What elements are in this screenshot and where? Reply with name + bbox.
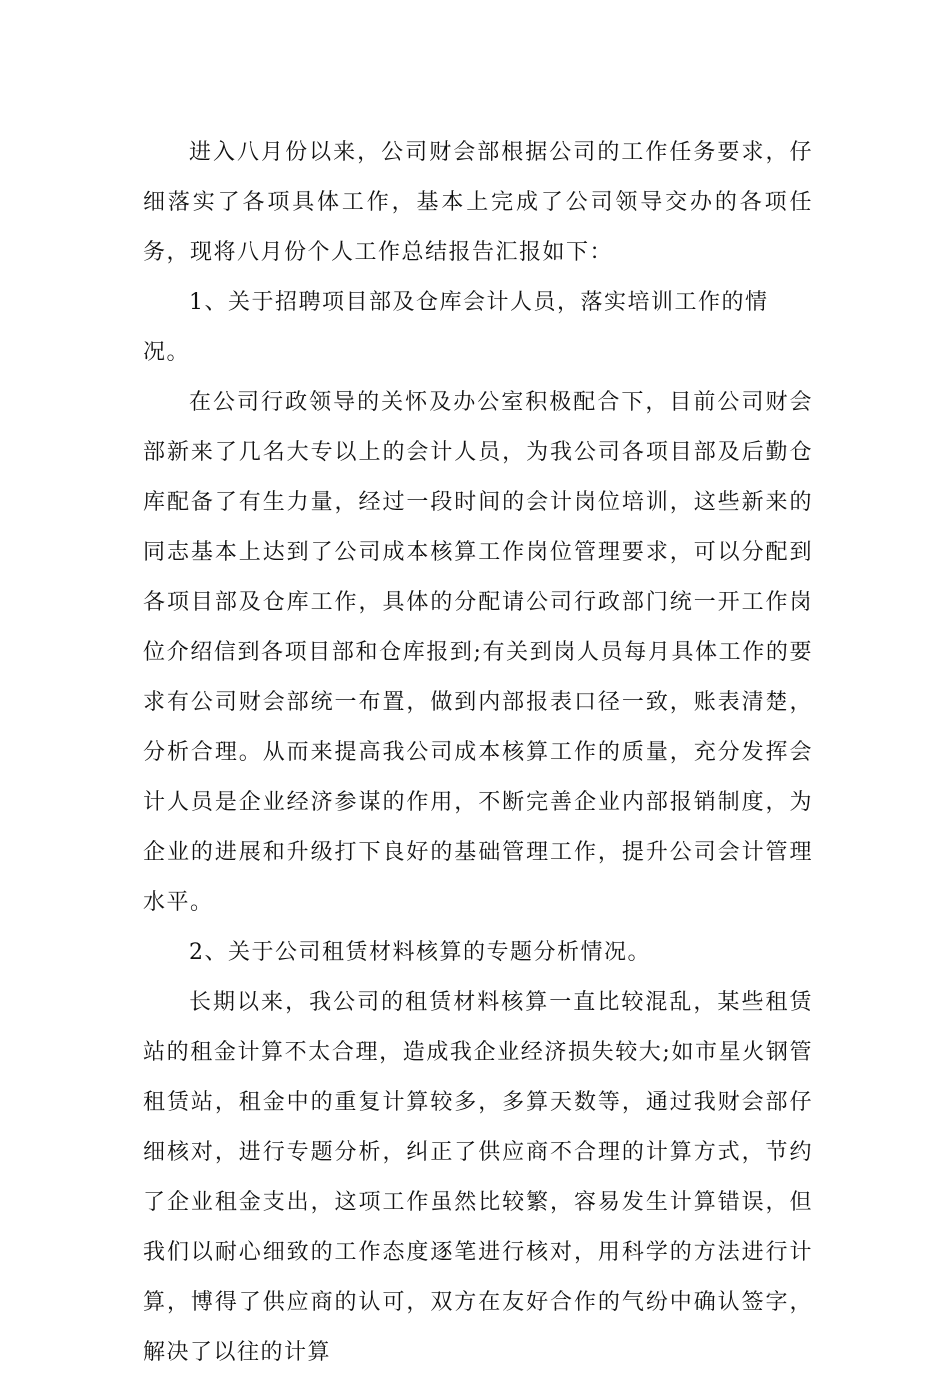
section-heading-leasing: 2、关于公司租赁材料核算的专题分析情况。: [189, 940, 651, 965]
section-heading-recruitment: 1、关于招聘项目部及仓库会计人员，落实培训工作的情况。: [143, 290, 769, 365]
intro-paragraph: 进入八月份以来，公司财会部根据公司的工作任务要求，仔细落实了各项具体工作，基本上完成了公司领导交办的各项任务，现将八月份个人工作总结报告汇报如下：: [143, 140, 813, 265]
recruitment-paragraph: 在公司行政领导的关怀及办公室积极配合下，目前公司财会部新来了几名大专以上的会计人员，为我公司各项目部及后勤仓库配备了有生力量，经过一段时间的会计岗位培训，这些新来的同志基本上达到了公司成本核算工作岗位管理要求，可以分配到各项目部及仓库工作，具体的分配请公司行政部门统一开工作岗位介绍信到各项目部和仓库报到;有关到岗人员每月具体工作的要求有公司财会部统一布置，做到内部报表口径一致，账表清楚，分析合理。从而来提高我公司成本核算工作的质量，充分发挥会计人员是企业经济参谋的作用，不断完善企业内部报销制度，为企业的进展和升级打下良好的基础管理工作，提升公司会计管理水平。: [143, 390, 813, 915]
leasing-paragraph: 长期以来，我公司的租赁材料核算一直比较混乱，某些租赁站的租金计算不太合理，造成我企业经济损失较大;如市星火钢管租赁站，租金中的重复计算较多，多算天数等，通过我财会部仔细核对，进行专题分析，纠正了供应商不合理的计算方式，节约了企业租金支出，这项工作虽然比较繁，容易发生计算错误，但我们以耐心细致的工作态度逐笔进行核对，用科学的方法进行计算，博得了供应商的认可，双方在友好合作的气纷中确认签字，解决了以往的计算: [143, 990, 813, 1365]
document-body: [143, 128, 813, 1378]
